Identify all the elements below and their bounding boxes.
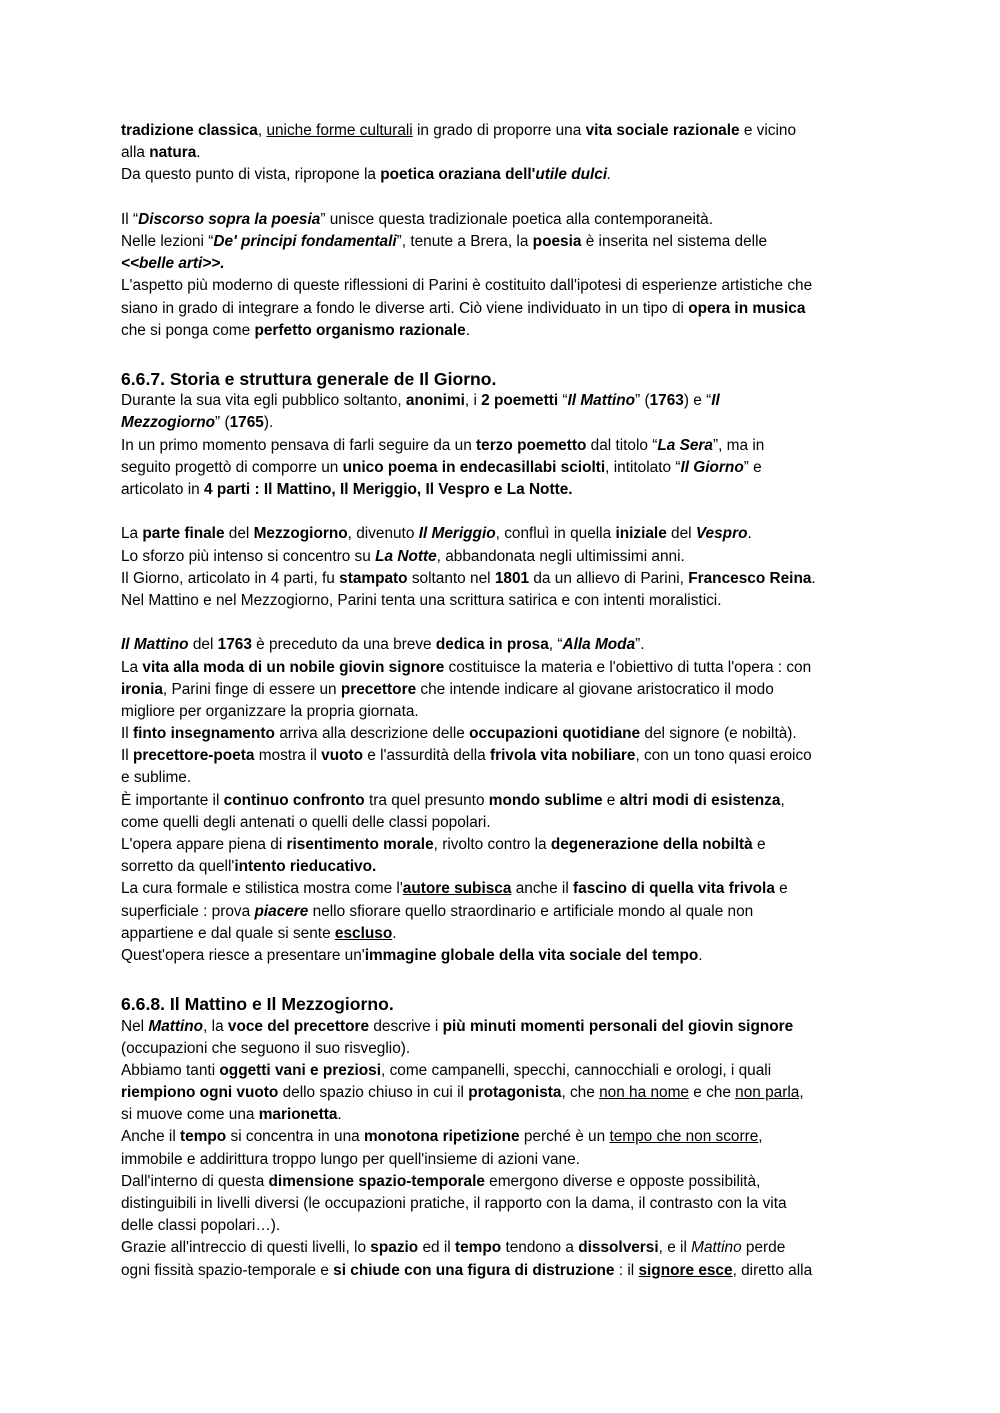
text-run: risentimento morale bbox=[286, 836, 434, 853]
text-run: e vicino bbox=[739, 122, 797, 139]
text-line bbox=[121, 701, 891, 723]
text-run: del bbox=[224, 525, 254, 543]
text-run: Abbiamo tanti bbox=[121, 1061, 220, 1079]
text-run: . bbox=[465, 321, 470, 339]
text-line bbox=[121, 231, 891, 253]
text-run: precettore bbox=[340, 680, 417, 698]
text-run: stampato bbox=[339, 569, 408, 587]
text-run: occupazioni quotidiane bbox=[469, 725, 641, 743]
text-run: piacere bbox=[254, 902, 309, 920]
text-line bbox=[121, 679, 891, 701]
text-run: Il Mattino bbox=[567, 392, 636, 410]
text-run: . bbox=[698, 946, 703, 964]
text-line bbox=[121, 790, 891, 812]
text-run: Quest'opera riesce a presentare un' bbox=[121, 946, 365, 964]
text-run: precettore-poeta bbox=[132, 747, 255, 765]
text-run: . bbox=[607, 166, 612, 184]
text-run: anonimi bbox=[405, 392, 465, 410]
text-run: seguito progettò di comporre un bbox=[121, 458, 343, 476]
text-line bbox=[121, 1215, 891, 1237]
text-line bbox=[121, 142, 891, 164]
text-run: che intende indicare al giovane aristocratico il modo bbox=[416, 680, 774, 698]
text-run: In un primo momento pensava di farli seguire da un bbox=[121, 436, 477, 454]
text-run: , divenuto bbox=[347, 525, 419, 543]
text-run: De' principi fondamentali bbox=[213, 232, 397, 250]
text-run: marionetta bbox=[258, 1106, 338, 1124]
text-run: L'aspetto più moderno di queste riflessioni di Parini è costituito dall'ipotesi di esperienze artistiche che bbox=[121, 277, 813, 295]
text-run: Mezzogiorno bbox=[121, 414, 216, 432]
text-run: poetica oraziana dell' bbox=[380, 166, 536, 184]
text-line bbox=[121, 1038, 891, 1060]
text-run: e bbox=[774, 880, 788, 898]
text-run: tempo bbox=[180, 1128, 227, 1146]
text-run: , abbandonata negli ultimissimi anni. bbox=[436, 547, 685, 565]
text-run: 1763 bbox=[649, 392, 684, 410]
text-run: vita sociale razionale bbox=[585, 122, 740, 139]
text-run: , confluì in quella bbox=[495, 525, 616, 543]
text-run: signore esce bbox=[638, 1261, 733, 1279]
text-line bbox=[121, 923, 891, 945]
text-run: . bbox=[747, 525, 752, 543]
text-run: voce del precettore bbox=[227, 1017, 370, 1035]
text-run: , la bbox=[203, 1017, 228, 1035]
text-run: altri modi di esistenza bbox=[619, 791, 781, 809]
text-run: , come campanelli, specchi, cannocchiali e orologi, i quali bbox=[381, 1061, 772, 1079]
text-run: , “ bbox=[548, 636, 563, 654]
text-run: . bbox=[392, 924, 397, 942]
text-line bbox=[121, 723, 891, 745]
text-line bbox=[121, 209, 891, 231]
text-run: è inserita nel sistema delle bbox=[581, 232, 768, 250]
text-run: anche il bbox=[511, 880, 574, 898]
text-line bbox=[121, 634, 891, 656]
text-run: dimensione spazio-temporale bbox=[268, 1172, 485, 1190]
paragraph-gap bbox=[121, 612, 891, 634]
text-run: perché è un bbox=[519, 1128, 610, 1146]
text-run: del bbox=[666, 525, 696, 543]
text-run: Il “ bbox=[121, 210, 139, 228]
text-run: Da questo punto di vista, ripropone la bbox=[121, 166, 381, 184]
text-run: escluso bbox=[334, 924, 393, 942]
text-run: 1801 bbox=[494, 569, 530, 587]
text-run: del signore (e nobiltà). bbox=[640, 725, 797, 743]
text-run: dissolversi bbox=[578, 1239, 659, 1257]
text-line bbox=[121, 164, 891, 186]
text-line bbox=[121, 1171, 891, 1193]
text-run: tra quel presunto bbox=[364, 791, 489, 809]
text-run: Il bbox=[121, 725, 133, 743]
text-run: mostra il bbox=[254, 747, 322, 765]
text-run: Il bbox=[121, 747, 133, 765]
text-run: non parla, bbox=[735, 1084, 804, 1102]
text-run: Mattino bbox=[691, 1239, 742, 1257]
text-run: Nelle lezioni “ bbox=[121, 232, 214, 250]
text-run: La Sera bbox=[657, 436, 713, 454]
text-run: e l'assurdità della bbox=[363, 747, 491, 765]
text-line bbox=[121, 878, 891, 900]
text-run: Alla Moda bbox=[562, 636, 636, 654]
text-run: 2 poemetti bbox=[481, 392, 559, 410]
text-line bbox=[121, 568, 891, 590]
text-line bbox=[121, 435, 891, 457]
text-run: nello sfiorare quello straordinario e artificiale mondo al quale non bbox=[308, 902, 754, 920]
text-run: tempo bbox=[455, 1239, 502, 1257]
text-run: 1765 bbox=[229, 414, 264, 432]
text-run: parte finale bbox=[142, 525, 225, 543]
text-run: spazio bbox=[370, 1239, 419, 1257]
text-run: alla bbox=[121, 144, 150, 162]
text-run: , i bbox=[464, 392, 482, 410]
text-run: si concentra in una bbox=[226, 1128, 364, 1146]
text-run: poesia bbox=[532, 232, 582, 250]
text-run: ”. bbox=[635, 636, 645, 654]
text-run: superficiale : prova bbox=[121, 902, 255, 920]
text-run: Nel Mattino e nel Mezzogiorno, Parini tenta una scrittura satirica e con intenti moralistici. bbox=[121, 591, 722, 609]
text-run: “ bbox=[558, 392, 568, 410]
text-run: ). bbox=[263, 414, 274, 432]
text-line bbox=[121, 745, 891, 767]
text-run: autore subisca bbox=[402, 880, 512, 898]
text-run: , con un tono quasi eroico bbox=[635, 747, 812, 765]
text-run: Grazie all'intreccio di questi livelli, lo bbox=[121, 1239, 371, 1257]
text-run: vuoto bbox=[321, 747, 364, 765]
text-run: intento rieducativo. bbox=[234, 858, 377, 876]
text-line bbox=[121, 390, 891, 412]
text-line bbox=[121, 412, 891, 434]
text-run: . bbox=[337, 1106, 342, 1124]
text-line bbox=[121, 657, 891, 679]
text-run: mondo sublime bbox=[488, 791, 603, 809]
text-run: ” ( bbox=[215, 414, 230, 432]
text-line bbox=[121, 546, 891, 568]
text-line bbox=[121, 320, 891, 342]
text-line bbox=[121, 590, 891, 612]
text-run: dedica in prosa bbox=[435, 636, 549, 654]
text-run: e bbox=[752, 836, 766, 853]
text-run: finto insegnamento bbox=[132, 725, 275, 743]
text-run: frivola vita nobiliare bbox=[490, 747, 636, 765]
text-run: , Parini finge di essere un bbox=[162, 680, 341, 698]
text-run: natura bbox=[149, 144, 197, 162]
text-run: immobile e addirittura troppo lungo per quell'insieme di azioni vane. bbox=[121, 1150, 580, 1168]
text-run: Francesco Reina bbox=[688, 569, 812, 587]
text-run: ogni fissità spazio-temporale e bbox=[121, 1261, 334, 1279]
text-run: unico poema in endecasillabi sciolti bbox=[342, 458, 606, 476]
text-run: sorretto da quell' bbox=[121, 858, 235, 876]
text-line bbox=[121, 1060, 891, 1082]
text-run: , bbox=[257, 122, 267, 139]
text-run: utile dulci bbox=[535, 166, 608, 184]
text-run: appartiene e dal quale si sente bbox=[121, 924, 335, 942]
text-run: Mattino bbox=[148, 1017, 204, 1035]
text-run: , diretto alla bbox=[732, 1261, 813, 1279]
text-run: , che bbox=[561, 1084, 600, 1102]
text-run: 4 parti : Il Mattino, Il Meriggio, Il Vespro e La Notte. bbox=[203, 481, 573, 498]
text-run: descrive i bbox=[369, 1017, 443, 1035]
text-run: ” ( bbox=[635, 392, 650, 410]
section-heading: 6.6.8. Il Mattino e Il Mezzogiorno. bbox=[121, 994, 394, 1015]
text-line bbox=[121, 1016, 891, 1038]
text-run: L'opera appare piena di bbox=[121, 836, 287, 853]
text-run: . bbox=[811, 569, 816, 587]
text-run: Anche il bbox=[121, 1128, 181, 1146]
text-run: , rivolto contro la bbox=[433, 836, 551, 853]
text-run: perde bbox=[741, 1239, 786, 1257]
text-run: articolato in bbox=[121, 481, 204, 498]
text-run: 1763 bbox=[217, 636, 252, 654]
text-run: , bbox=[758, 1128, 763, 1146]
text-run: ” unisce questa tradizionale poetica alla contemporaneità. bbox=[320, 210, 714, 228]
text-run: tradizione classica bbox=[121, 122, 258, 139]
paragraph-gap bbox=[121, 967, 891, 989]
text-run: Il Giorno, articolato in 4 parti, fu bbox=[121, 569, 340, 587]
text-run: arriva alla descrizione delle bbox=[274, 725, 470, 743]
text-run: ” e bbox=[743, 458, 762, 476]
text-line bbox=[121, 479, 891, 501]
text-run: Nel bbox=[121, 1017, 149, 1035]
text-run: monotona ripetizione bbox=[363, 1128, 520, 1146]
text-run: <<belle arti>>. bbox=[121, 255, 225, 273]
text-run: Dall'interno di questa bbox=[121, 1172, 269, 1190]
text-run: protagonista bbox=[468, 1084, 562, 1102]
text-run: tendono a bbox=[501, 1239, 579, 1257]
text-run: , e il bbox=[658, 1239, 692, 1257]
text-run: perfetto organismo razionale bbox=[254, 321, 466, 339]
text-run: oggetti vani e preziosi bbox=[219, 1061, 382, 1079]
text-run: ed il bbox=[418, 1239, 455, 1257]
text-run: si muove come una bbox=[121, 1106, 259, 1124]
text-run: È importante il bbox=[121, 791, 224, 809]
text-run: che si ponga come bbox=[121, 321, 255, 339]
text-run: opera in musica bbox=[688, 299, 806, 317]
text-run: uniche forme culturali bbox=[266, 122, 413, 139]
text-run: distinguibili in livelli diversi (le occupazioni pratiche, il rapporto con la dama, il contrasto con la vita bbox=[121, 1195, 787, 1212]
text-run: migliore per organizzare la propria giornata. bbox=[121, 702, 419, 720]
text-line bbox=[121, 253, 891, 275]
text-line bbox=[121, 767, 891, 789]
text-run: iniziale bbox=[615, 525, 667, 543]
text-line bbox=[121, 523, 891, 545]
text-run: La bbox=[121, 525, 143, 543]
text-line bbox=[121, 1104, 891, 1126]
text-run: (occupazioni che seguono il suo risveglio). bbox=[121, 1039, 411, 1057]
text-run: ironia bbox=[121, 680, 163, 698]
text-run: continuo confronto bbox=[223, 791, 365, 809]
text-line bbox=[121, 812, 891, 834]
text-run: Il bbox=[711, 392, 720, 410]
text-line bbox=[121, 1126, 891, 1148]
text-run: : il bbox=[614, 1261, 639, 1279]
text-line bbox=[121, 945, 891, 967]
text-run: dal titolo “ bbox=[586, 436, 658, 454]
paragraph-gap bbox=[121, 501, 891, 523]
text-run: e che bbox=[688, 1084, 736, 1102]
text-run: tempo che non scorre bbox=[609, 1128, 759, 1146]
text-run: soltanto nel bbox=[407, 569, 495, 587]
text-run: degenerazione della nobiltà bbox=[550, 836, 753, 853]
text-line bbox=[121, 275, 891, 297]
text-line bbox=[121, 120, 891, 142]
text-run: Il Giorno bbox=[680, 458, 744, 476]
text-run: Mezzogiorno bbox=[253, 525, 348, 543]
text-run: . bbox=[196, 144, 201, 162]
text-line bbox=[121, 1149, 891, 1171]
text-run: La Notte bbox=[375, 547, 437, 565]
text-run: ”, ma in bbox=[713, 436, 765, 454]
text-run: emergono diverse e opposte possibilità, bbox=[484, 1172, 761, 1190]
text-run: e bbox=[602, 791, 620, 809]
text-run: e sublime. bbox=[121, 769, 192, 787]
text-run: terzo poemetto bbox=[476, 436, 587, 454]
text-run: ”, tenute a Brera, la bbox=[396, 232, 533, 250]
text-run: come quelli degli antenati o quelli delle classi popolari. bbox=[121, 813, 491, 831]
text-run: La bbox=[121, 658, 143, 676]
text-run: immagine globale della vita sociale del tempo bbox=[364, 946, 699, 964]
text-run: dello spazio chiuso in cui il bbox=[278, 1084, 469, 1102]
text-run: Il Mattino bbox=[121, 636, 189, 654]
text-line bbox=[121, 457, 891, 479]
text-run: siano in grado di integrare a fondo le diverse arti. Ciò viene individuato in un tipo di bbox=[121, 299, 689, 317]
text-run: del bbox=[188, 636, 218, 654]
text-run: vita alla moda di un nobile giovin signore bbox=[142, 658, 445, 676]
text-run: , intitolato “ bbox=[605, 458, 681, 476]
text-run: non ha nome bbox=[599, 1084, 689, 1102]
paragraph-gap bbox=[121, 342, 891, 364]
text-line bbox=[121, 1082, 891, 1104]
text-line bbox=[121, 834, 891, 856]
text-line bbox=[121, 1193, 891, 1215]
text-run: si chiude con una figura di distruzione bbox=[333, 1261, 615, 1279]
text-line bbox=[121, 1260, 891, 1282]
text-run: Vespro bbox=[695, 525, 748, 543]
text-run: fascino di quella vita frivola bbox=[573, 880, 775, 898]
text-line bbox=[121, 1237, 891, 1259]
text-run: Discorso sopra la poesia bbox=[138, 210, 321, 228]
text-run: Durante la sua vita egli pubblico soltanto, bbox=[121, 392, 406, 410]
text-run: Il Meriggio bbox=[418, 525, 496, 543]
text-run: , bbox=[780, 791, 785, 809]
text-run: riempiono ogni vuoto bbox=[121, 1084, 279, 1102]
section-heading: 6.6.7. Storia e struttura generale de Il Giorno. bbox=[121, 369, 497, 390]
text-run: in grado di proporre una bbox=[412, 122, 586, 139]
text-run: più minuti momenti personali del giovin signore bbox=[442, 1017, 794, 1035]
text-run: delle classi popolari…). bbox=[121, 1217, 281, 1235]
text-run: costituisce la materia e l'obiettivo di tutta l'opera : con bbox=[444, 658, 812, 676]
text-run: La cura formale e stilistica mostra come l' bbox=[121, 880, 403, 898]
text-run: è preceduto da una breve bbox=[251, 636, 436, 654]
text-line bbox=[121, 901, 891, 923]
text-line bbox=[121, 298, 891, 320]
text-run: ) e “ bbox=[683, 392, 712, 410]
text-run: da un allievo di Parini, bbox=[529, 569, 689, 587]
document-page bbox=[121, 120, 891, 1282]
paragraph-gap bbox=[121, 187, 891, 209]
text-line bbox=[121, 856, 891, 878]
text-run: Lo sforzo più intenso si concentro su bbox=[121, 547, 376, 565]
